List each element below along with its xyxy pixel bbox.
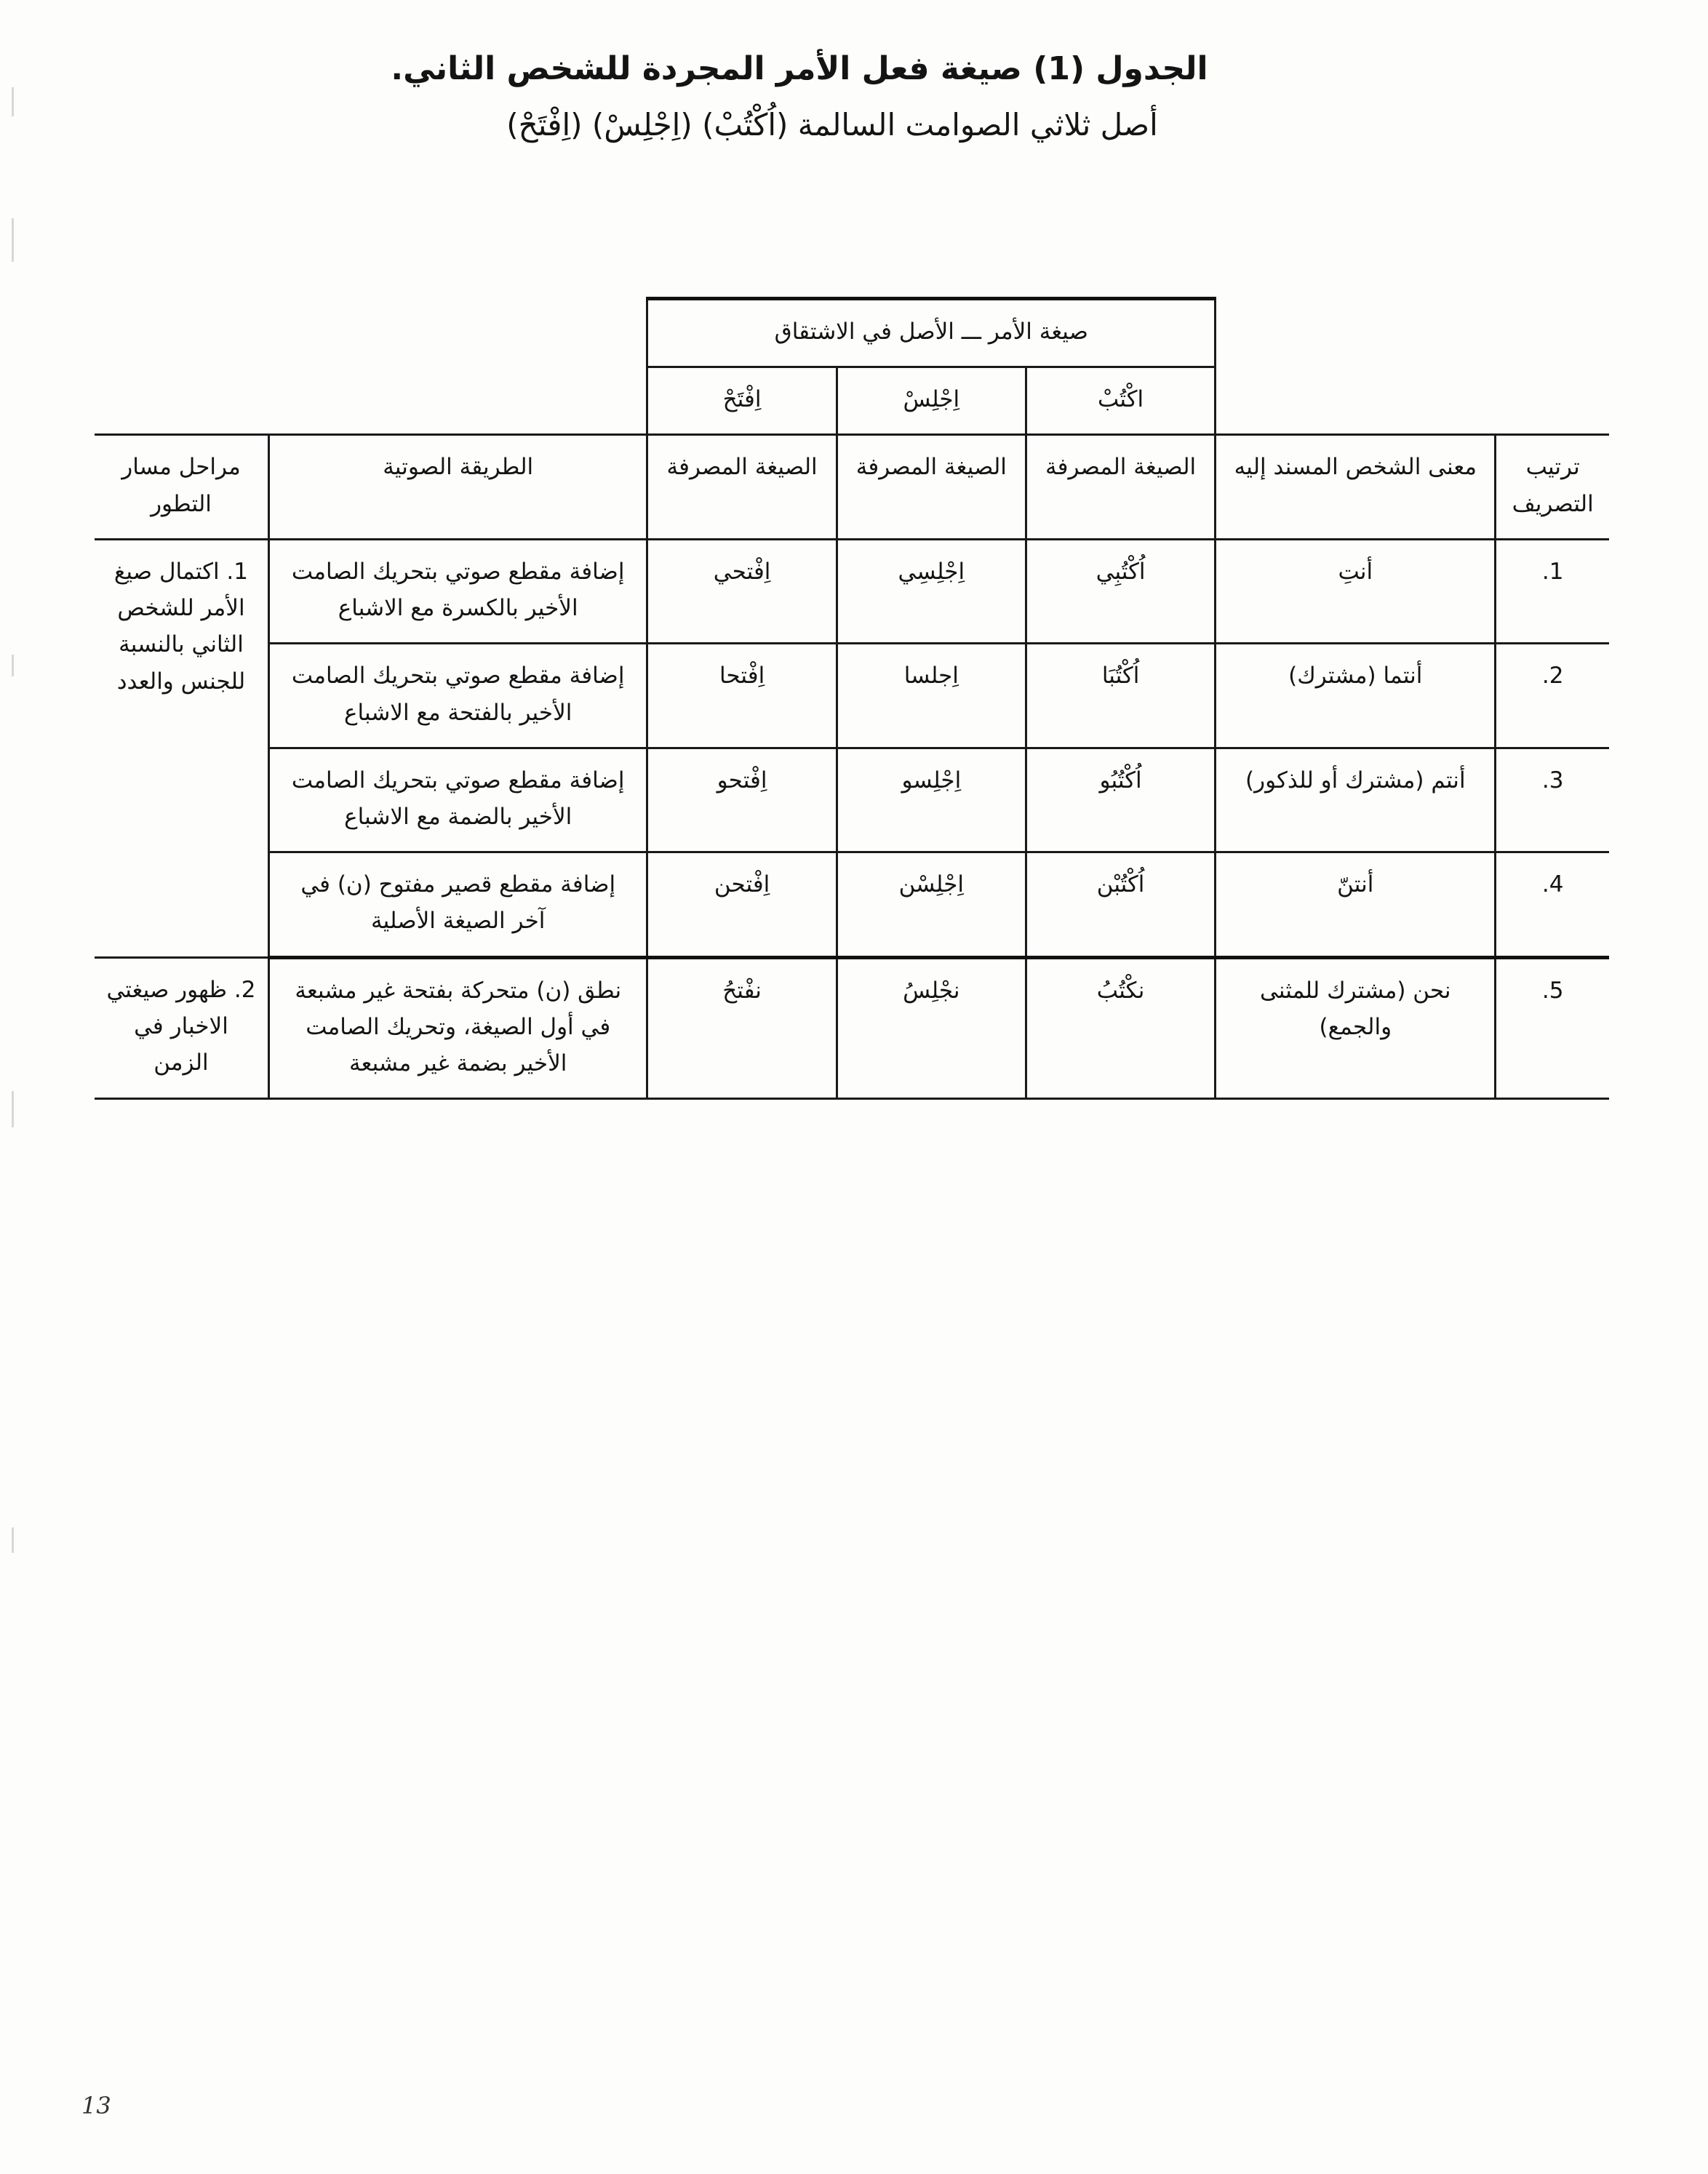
cell-form-ijlis-3: اِجْلِسو — [837, 748, 1026, 852]
cell-person-2: أنتما (مشترك) — [1216, 644, 1496, 748]
cell-method-2: إضافة مقطع صوتي بتحريك الصامت الأخير بالفتحة مع الاشباع — [268, 644, 647, 748]
cell-order-5: 5. — [1496, 957, 1609, 1099]
cell-form-iftah-5: نفْتحُ — [647, 957, 837, 1099]
banner-spacer-order — [1496, 299, 1609, 367]
table-row — [95, 539, 1609, 643]
cell-form-uktub-4: اُكْتُبْن — [1026, 852, 1215, 957]
cell-order-3: 3. — [1496, 748, 1609, 852]
cell-form-iftah-1: اِفْتحي — [647, 539, 837, 643]
table-row — [95, 852, 1609, 957]
cell-person-3: أنتم (مشترك أو للذكور) — [1216, 748, 1496, 852]
page-title: الجدول (1) صيغة فعل الأمر المجردة للشخص الثاني. — [391, 50, 1208, 87]
cell-form-uktub-1: اُكْتُبِي — [1026, 539, 1215, 643]
banner-spacer-person — [1216, 299, 1496, 367]
cell-person-1: أنتِ — [1216, 539, 1496, 643]
cell-form-iftah-2: اِفْتحا — [647, 644, 837, 748]
column-header-order: ترتيب التصريف — [1496, 435, 1609, 539]
cell-form-iftah-3: اِفْتحو — [647, 748, 837, 852]
document-title-block — [0, 45, 1708, 148]
verb-header-iftah: اِفْتَحْ — [647, 367, 837, 435]
cell-form-ijlis-4: اِجْلِسْن — [837, 852, 1026, 957]
scan-artifact — [12, 218, 14, 262]
cell-form-uktub-5: نكْتُبُ — [1026, 957, 1215, 1099]
cell-form-ijlis-5: نجْلِسُ — [837, 957, 1026, 1099]
cell-method-1: إضافة مقطع صوتي بتحريك الصامت الأخير بالكسرة مع الاشباع — [268, 539, 647, 643]
table-row — [95, 644, 1609, 748]
cell-person-5: نحن (مشترك للمثنى والجمع) — [1216, 957, 1496, 1099]
conjugation-table — [95, 297, 1609, 1100]
column-header-person: معنى الشخص المسند إليه — [1216, 435, 1496, 539]
cell-order-4: 4. — [1496, 852, 1609, 957]
cell-person-4: أنتنّ — [1216, 852, 1496, 957]
column-header-form-iftah: الصيغة المصرفة — [647, 435, 837, 539]
table-banner-title: صيغة الأمر ـــ الأصل في الاشتقاق — [647, 299, 1216, 367]
cell-stage-2: 2. ظهور صيغتي الاخبار في الزمن — [95, 957, 268, 1099]
table-banner-row — [95, 299, 1609, 367]
banner-spacer-stage — [95, 299, 268, 367]
column-header-form-uktub: الصيغة المصرفة — [1026, 435, 1215, 539]
verb-spacer-stage — [95, 367, 268, 435]
scan-artifact — [12, 655, 14, 676]
table-row — [95, 957, 1609, 1099]
verb-headword-row — [95, 367, 1609, 435]
scan-artifact — [12, 1527, 14, 1553]
cell-order-1: 1. — [1496, 539, 1609, 643]
cell-form-ijlis-2: اِجلسا — [837, 644, 1026, 748]
cell-method-4: إضافة مقطع قصير مفتوح (ن) في آخر الصيغة الأصلية — [268, 852, 647, 957]
cell-form-uktub-3: اُكْتُبُو — [1026, 748, 1215, 852]
cell-order-2: 2. — [1496, 644, 1609, 748]
verb-spacer-person — [1216, 367, 1496, 435]
verb-spacer-method — [268, 367, 647, 435]
column-header-form-ijlis: الصيغة المصرفة — [837, 435, 1026, 539]
verb-spacer-order — [1496, 367, 1609, 435]
cell-stage-1: 1. اكتمال صيغ الأمر للشخص الثاني بالنسبة للجنس والعدد — [95, 539, 268, 957]
cell-method-5: نطق (ن) متحركة بفتحة غير مشبعة في أول الصيغة، وتحريك الصامت الأخير بضمة غير مشبعة — [268, 957, 647, 1099]
table-header-row — [95, 435, 1609, 539]
column-header-stage: مراحل مسار التطور — [95, 435, 268, 539]
banner-spacer-method — [268, 299, 647, 367]
page-number: 13 — [81, 2092, 111, 2119]
conjugation-table-wrapper — [95, 297, 1609, 1100]
verb-header-ijlis: اِجْلِسْ — [837, 367, 1026, 435]
column-header-method: الطريقة الصوتية — [268, 435, 647, 539]
scan-artifact — [12, 1091, 14, 1127]
cell-form-iftah-4: اِفْتحن — [647, 852, 837, 957]
verb-header-uktub: اكْتُبْ — [1026, 367, 1215, 435]
cell-form-ijlis-1: اِجْلِسِي — [837, 539, 1026, 643]
table-row — [95, 748, 1609, 852]
cell-method-3: إضافة مقطع صوتي بتحريك الصامت الأخير بالضمة مع الاشباع — [268, 748, 647, 852]
page-subtitle: أصل ثلاثي الصوامت السالمة (اُكْتُبْ) (اِجْلِسْ) (اِفْتَحْ) — [506, 107, 1158, 143]
cell-form-uktub-2: اُكْتُبَا — [1026, 644, 1215, 748]
